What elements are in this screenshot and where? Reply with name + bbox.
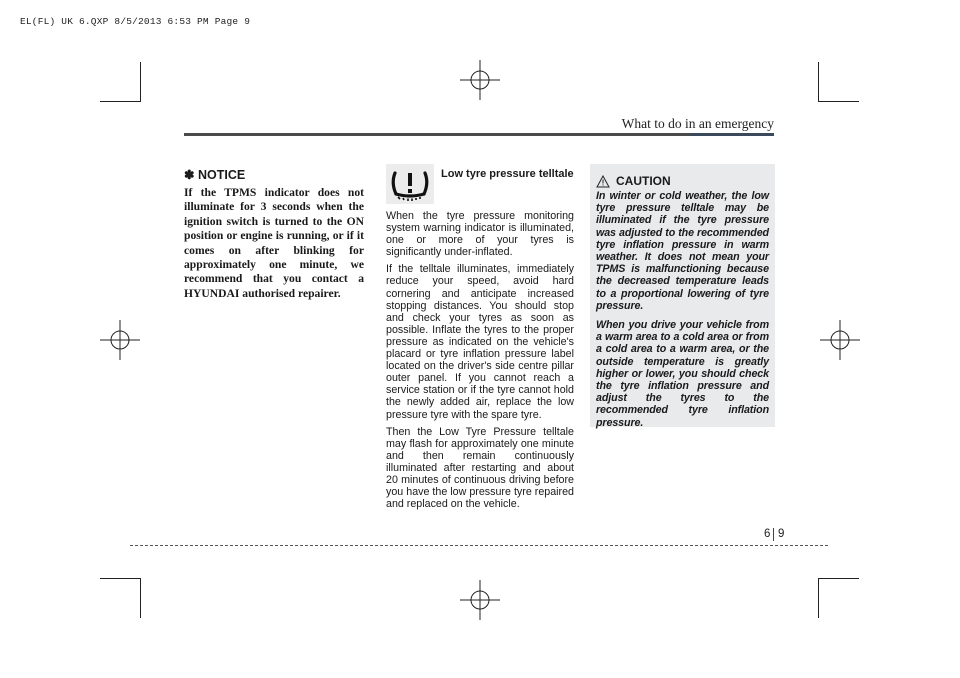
- notice-body: If the TPMS indicator does not illuminate for 3 seconds when the ignition switch is turned to the ON position or engine is running, or if it comes on after blinking for approximately one minute, we recommend that you contact a HYUNDAI authorised repairer.: [184, 186, 364, 300]
- notice-symbol-icon: ✽: [184, 168, 195, 182]
- notice-title: NOTICE: [197, 168, 246, 182]
- header-rule: [184, 133, 774, 136]
- chapter-number: 6: [764, 528, 771, 540]
- telltale-paragraph: If the telltale illuminates, immediately reduce your speed, avoid hard cornering and anticipate increased stopping distances. You should stop and check your tyres as soon as possible. Inflate the tyres to the proper pressure as indicated on the vehicle's placard or tyre inflation pressure label located on the driver's side centre pillar outer panel. If you cannot reach a service station or if the tyre cannot hold the newly added air, replace the low pressure tyre with the spare tyre.: [386, 263, 574, 421]
- caution-heading: [596, 173, 671, 189]
- notice-block: [184, 167, 364, 301]
- page-number: 9: [778, 528, 785, 540]
- caution-title: CAUTION: [616, 174, 671, 188]
- registration-mark-right: [818, 318, 862, 362]
- page-number-separator: [773, 528, 774, 541]
- registration-mark-bottom: [458, 578, 502, 622]
- caution-body: [596, 190, 769, 436]
- notice-heading: [184, 167, 364, 182]
- registration-mark-left: [98, 318, 142, 362]
- telltale-paragraph: When the tyre pressure monitoring system warning indicator is illuminated, one or more of your tyres is significantly under-inflated.: [386, 210, 574, 259]
- telltale-title: Low tyre pressure telltale: [441, 168, 574, 180]
- print-slug: EL(FL) UK 6.QXP 8/5/2013 6:53 PM Page 9: [20, 16, 251, 27]
- registration-mark-top: [458, 58, 502, 102]
- caution-paragraph: When you drive your vehicle from a warm area to a cold area or from a cold area to a warm area, or the outside temperature is greatly higher or lower, you should check the tyre inflation pressure and adjust the tyres to the recommended tyre inflation pressure.: [596, 319, 769, 429]
- footer-dashed-rule: [130, 545, 828, 546]
- warning-triangle-icon: [596, 175, 610, 188]
- tpms-warning-icon: [386, 164, 434, 204]
- section-title: What to do in an emergency: [621, 116, 774, 131]
- telltale-description: [386, 210, 574, 515]
- header-rule-accent: [690, 133, 774, 136]
- telltale-paragraph: Then the Low Tyre Pressure telltale may flash for approximately one minute and then remain continuously illuminated after restarting and about 20 minutes of continuous driving before you have the low pressure tyre repaired and replaced on the vehicle.: [386, 425, 574, 511]
- caution-paragraph: In winter or cold weather, the low tyre pressure telltale may be illuminated if the tyre pressure was adjusted to the recommended tyre inflation pressure in warm weather. It does not mean your TPMS is malfunctioning because the decreased temperature leads to a proportional lowering of tyre pressure.: [596, 190, 769, 312]
